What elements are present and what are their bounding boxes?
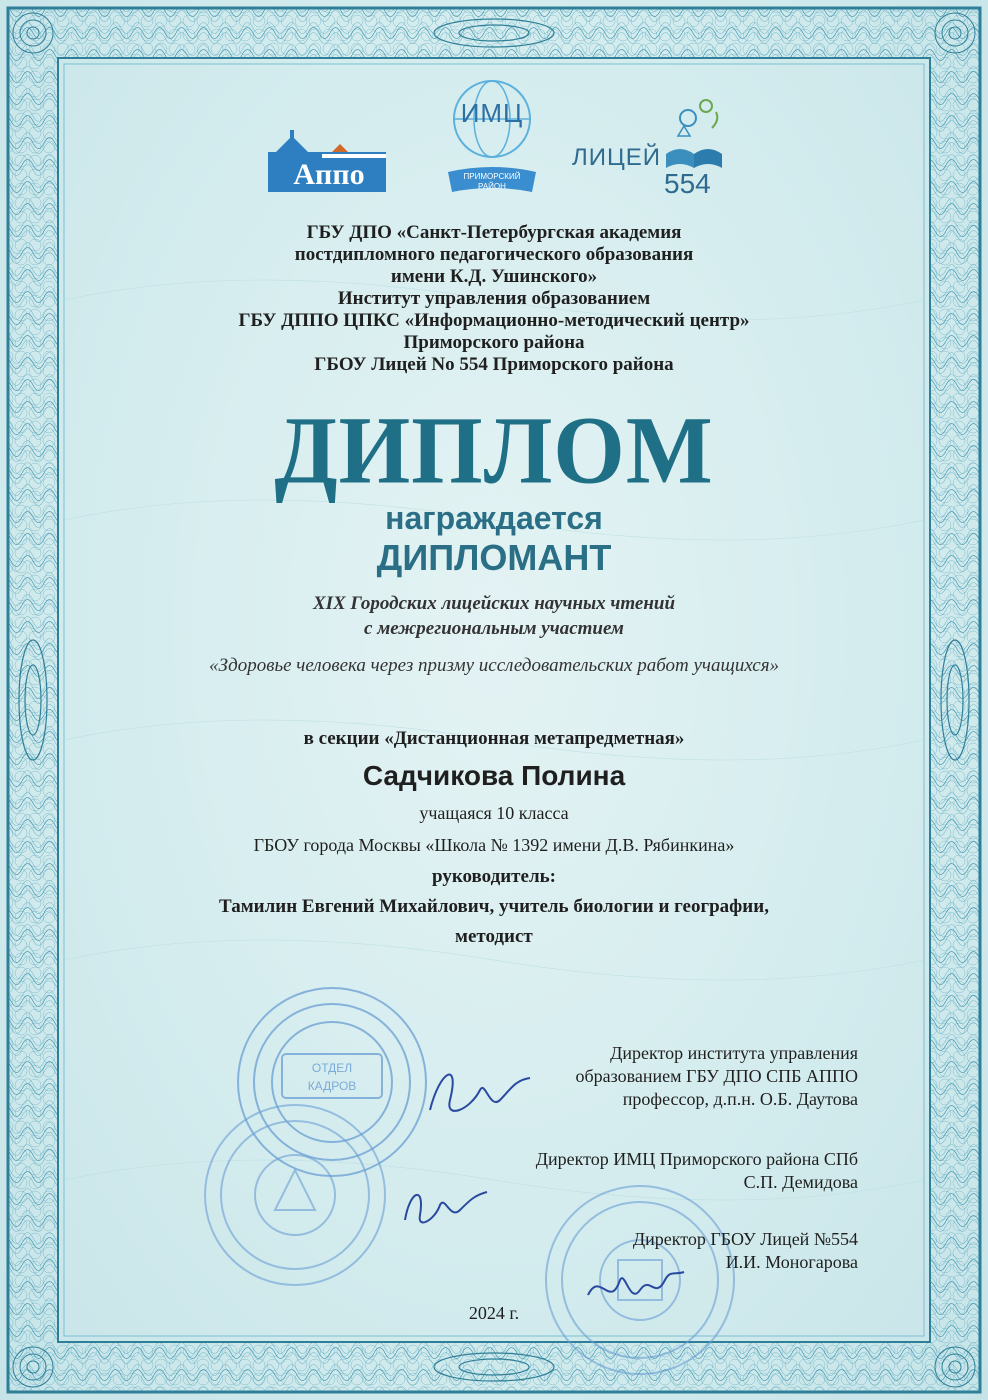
supervisor-line-2: методист (455, 926, 533, 947)
header-line: Приморского района (403, 332, 585, 353)
appo-logo (262, 128, 392, 194)
header-line: постдипломного педагогического образования (294, 244, 694, 265)
issue-year: 2024 г. (468, 1303, 520, 1323)
signatory-line: Директор ГБОУ Лицей №554 (632, 1229, 858, 1249)
imc-badge-line1: ПРИМОРСКИЙ (463, 172, 521, 181)
lyceum-word: ЛИЦЕЙ (572, 144, 662, 171)
supervisor-label: руководитель: (432, 866, 556, 887)
signatory-line: профессор, д.п.н. О.Б. Даутова (622, 1089, 858, 1109)
header-line: Институт управления образованием (337, 288, 651, 309)
signatory-line: Директор ИМЦ Приморского района СПб (535, 1149, 858, 1169)
signature-2 (395, 1170, 495, 1240)
event-theme: «Здоровье человека через призму исследовательских работ учащихся» (208, 655, 780, 676)
signature-1 (420, 1050, 540, 1130)
event-line-2: с межрегиональным участием (364, 618, 624, 639)
lyceum-number: 554 (664, 168, 711, 199)
signatory-line: образованием ГБУ ДПО СПБ АППО (575, 1066, 858, 1086)
signatory-line: И.И. Моногарова (725, 1252, 858, 1272)
imc-logo (442, 74, 542, 202)
signatory-line: Директор института управления (610, 1043, 858, 1063)
header-line: ГБОУ Лицей No 554 Приморского района (314, 354, 674, 375)
lyceum-554-logo (570, 84, 730, 200)
round-stamp-lower (200, 1100, 390, 1290)
signatory-line: С.П. Демидова (743, 1172, 858, 1192)
recipient-name: Садчикова Полина (362, 760, 626, 791)
appo-logo-text: Аппо (293, 158, 365, 191)
diploma-title: ДИПЛОМ (274, 396, 714, 504)
recipient-school: ГБОУ города Москвы «Школа № 1392 имени Д.В. Рябинкина» (253, 835, 735, 855)
awarded-text: награждается (385, 500, 603, 536)
institution-header (0, 222, 988, 376)
recipient-grade: учащаяся 10 класса (419, 803, 569, 823)
signatory-imc (536, 1148, 858, 1194)
supervisor-line-1: Тамилин Евгений Михайлович, учитель биологии и географии, (219, 896, 769, 917)
section-name: в секции «Дистанционная метапредметная» (303, 728, 685, 749)
header-line: имени К.Д. Ушинского» (390, 266, 598, 287)
stamp-text: ОТДЕЛ (311, 1061, 353, 1075)
signatory-lyceum (633, 1228, 858, 1274)
signatory-iuo (575, 1042, 858, 1111)
imc-logo-text: ИМЦ (460, 98, 524, 128)
header-line: ГБУ ДПО «Санкт-Петербургская академия (306, 222, 682, 243)
event-line-1: XIX Городских лицейских научных чтений (312, 593, 676, 614)
header-line: ГБУ ДППО ЦПКС «Информационно-методический центр» (238, 310, 750, 331)
stamp-text: КАДРОВ (307, 1079, 357, 1093)
imc-badge-line2: РАЙОН (478, 182, 506, 191)
degree-title: ДИПЛОМАНТ (376, 537, 612, 578)
